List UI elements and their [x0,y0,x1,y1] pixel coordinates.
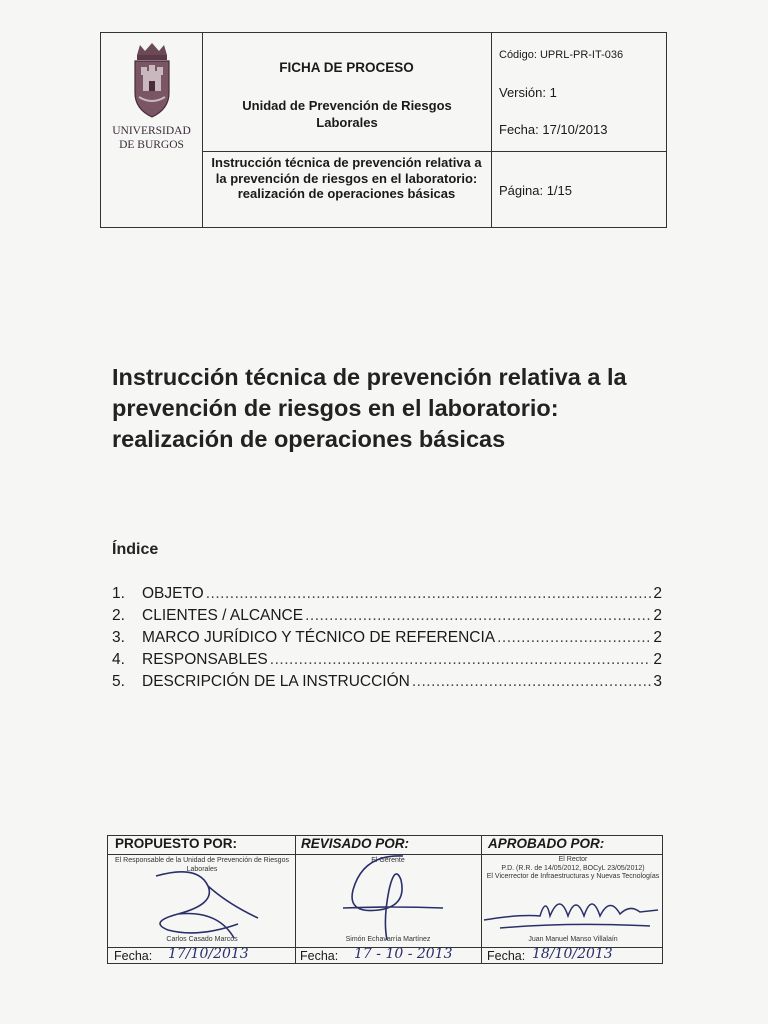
toc-number: 3. [112,629,125,646]
toc-leader [206,585,652,603]
proposed-fecha-value: 17/10/2013 [168,946,249,962]
approved-heading: APROBADO POR: [488,836,605,851]
toc-label: MARCO JURÍDICO Y TÉCNICO DE REFERENCIA [142,629,496,646]
index-heading: Índice [112,541,159,558]
proposed-role: El Responsable de la Unidad de Prevención de Riesgos Laborales [115,857,289,873]
header-table [100,32,667,228]
reviewed-role: El Gerente [371,857,405,864]
reviewed-name: Simón Echavarría Martínez [345,936,431,943]
signature-approved [480,886,662,942]
proposed-name: Carlos Casado Marcos [166,936,238,943]
table-of-contents [112,585,662,695]
toc-item[interactable] [112,607,662,629]
toc-number: 2. [112,607,125,624]
toc-leader [412,673,652,691]
toc-page: 3 [653,673,662,690]
approved-name: Juan Manuel Manso Villalaín [528,936,618,943]
toc-page: 2 [653,607,662,624]
toc-leader [305,607,651,625]
unit-name: Unidad de Prevención de Riesgos Laborales [242,98,452,130]
page-number: Página: 1/15 [499,183,573,198]
toc-item[interactable] [112,651,662,673]
toc-label: DESCRIPCIÓN DE LA INSTRUCCIÓN [142,673,410,690]
doc-subject: Instrucción técnica de prevención relativa a la prevención de riesgos en el laboratorio: realización de operaciones básicas [211,155,482,201]
doc-date: Fecha: 17/10/2013 [499,122,608,137]
toc-number: 5. [112,673,125,690]
proposed-heading: PROPUESTO POR: [115,836,238,851]
doc-code: Código: UPRL-PR-IT-036 [499,49,624,61]
toc-label: CLIENTES / ALCANCE [142,607,304,624]
toc-label: OBJETO [142,585,204,602]
approved-fecha-label: Fecha: [487,949,526,963]
toc-item[interactable] [112,673,662,695]
toc-item[interactable] [112,629,662,651]
toc-number: 4. [112,651,125,668]
toc-number: 1. [112,585,125,602]
toc-page: 2 [653,585,662,602]
reviewed-fecha-value: 17 - 10 - 2013 [354,946,453,962]
doc-version: Versión: 1 [499,85,557,100]
toc-label: RESPONSABLES [142,651,268,668]
toc-leader [270,651,652,669]
approved-role: El Rector P.D. (R.R. de 14/05/2012, BOCyL 23/05/2012) El Vicerrector de Infraestructuras y Nuevas Tecnologías [486,856,660,880]
university-name: UNIVERSIDAD DE BURGOS [112,125,191,151]
toc-leader [497,629,651,647]
approvals-table [107,835,663,964]
reviewed-heading: REVISADO POR: [301,836,410,851]
doc-type: FICHA DE PROCESO [279,60,414,75]
signature-proposed [138,864,278,944]
toc-page: 2 [653,651,662,668]
proposed-fecha-label: Fecha: [114,949,153,963]
university-logo [101,33,202,151]
toc-page: 2 [653,629,662,646]
reviewed-fecha-label: Fecha: [300,949,339,963]
toc-item[interactable] [112,585,662,607]
document-title: Instrucción técnica de prevención relativa a la prevención de riesgos en el laboratorio: realización de operaciones básicas [112,364,627,452]
coat-of-arms-icon [131,41,173,121]
signature-reviewed [323,850,463,942]
approved-fecha-value: 18/10/2013 [532,946,613,962]
